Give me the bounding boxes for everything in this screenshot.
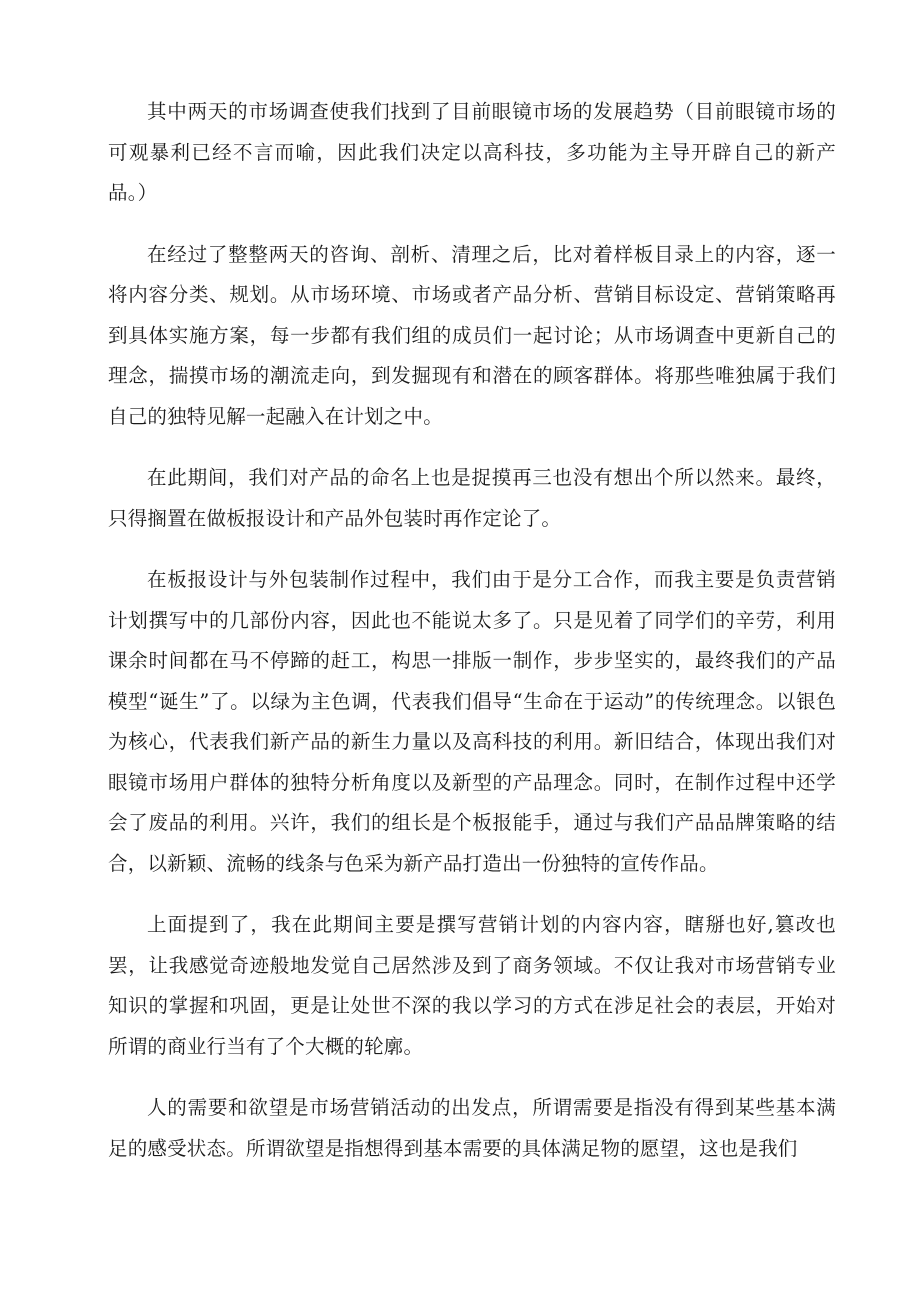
- paragraph-3: 在此期间，我们对产品的命名上也是捉摸再三也没有想出个所以然来。最终，只得搁置在做板报设计和产品外包装时再作定论了。: [108, 466, 836, 530]
- paragraph-4: 在板报设计与外包装制作过程中，我们由于是分工合作，而我主要是负责营销计划撰写中的几部份内容，因此也不能说太多了。只是见着了同学们的辛劳，利用课余时间都在马不停蹄的赶工，构思一排版一制作，步步坚实的，最终我们的产品模型“诞生”了。以绿为主色调，代表我们倡导“生命在于运动”的传统理念。以银色为核心，代表我们新产品的新生力量以及高科技的利用。新旧结合，体现出我们对眼镜市场用户群体的独特分析角度以及新型的产品理念。同时，在制作过程中还学会了废品的利用。兴许，我们的组长是个板报能手，通过与我们产品品牌策略的结合，以新颖、流畅的线条与色采为新产品打造出一份独特的宣传作品。: [108, 568, 836, 875]
- paragraph-1: 其中两天的市场调查使我们找到了目前眼镜市场的发展趋势（目前眼镜市场的可观暴利已经不言而喻，因此我们决定以高科技，多功能为主导开辟自己的新产品。）: [108, 100, 836, 204]
- paragraph-6: 人的需要和欲望是市场营销活动的出发点，所谓需要是指没有得到某些基本满足的感受状态。所谓欲望是指想得到基本需要的具体满足物的愿望，这也是我们: [108, 1096, 836, 1160]
- document-body: [108, 92, 836, 1190]
- paragraph-2: 在经过了整整两天的咨询、剖析、清理之后，比对着样板目录上的内容，逐一将内容分类、规划。从市场环境、市场或者产品分析、营销目标设定、营销策略再到具体实施方案，每一步都有我们组的成员们一起讨论；从市场调查中更新自己的理念，揣摸市场的潮流走向，到发掘现有和潜在的顾客群体。将那些唯独属于我们自己的独特见解一起融入在计划之中。: [108, 242, 836, 428]
- paragraph-5: 上面提到了，我在此期间主要是撰写营销计划的内容内容，瞎掰也好,篡改也罢，让我感觉奇迹般地发觉自己居然涉及到了商务领域。不仅让我对市场营销专业知识的掌握和巩固，更是让处世不深的我以学习的方式在涉足社会的表层，开始对所谓的商业行当有了个大概的轮廓。: [108, 913, 836, 1058]
